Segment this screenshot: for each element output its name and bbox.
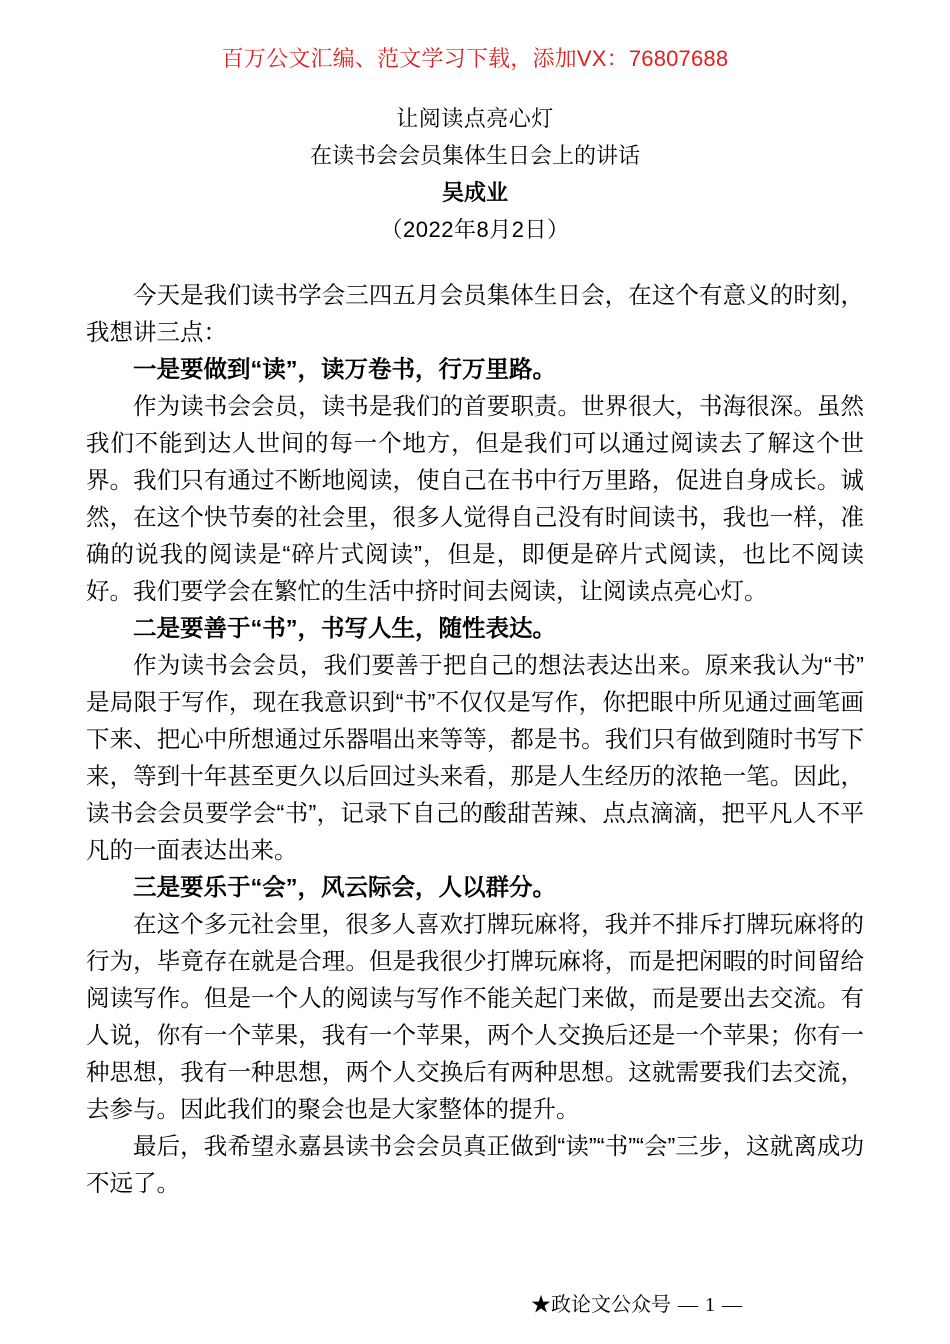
author-name: 吴成业 (441, 180, 508, 205)
document-body (86, 277, 864, 1202)
section-heading-3: 三是要乐于“会”，风云际会，人以群分。 (133, 874, 556, 900)
title-block (0, 100, 950, 248)
section-paragraph-3: 在这个多元社会里，很多人喜欢打牌玩麻将，我并不排斥打牌玩麻将的行为，毕竟存在就是合理。但是我很少打牌玩麻将，而是把闲暇的时间留给阅读写作。但是一个人的阅读与写作不能关起门来做，而是要出去交流。有人说，你有一个苹果，我有一个苹果，两个人交换后还是一个苹果；你有一种思想，我有一种思想，两个人交换后有两种思想。这就需要我们去交流，去参与。因此我们的聚会也是大家整体的提升。 (86, 911, 864, 1122)
page-dash-left: — (678, 1294, 698, 1316)
page-footer (0, 1292, 950, 1318)
section-heading-1: 一是要做到“读”，读万卷书，行万里路。 (133, 356, 556, 382)
footer-inner (201, 1292, 749, 1318)
section-paragraph-1: 作为读书会会员，读书是我们的首要职责。世界很大，书海很深。虽然我们不能到达人世间的每一个地方，但是我们可以通过阅读去了解这个世界。我们只有通过不断地阅读，使自己在书中行万里路，促进自身成长。诚然，在这个快节奏的社会里，很多人觉得自己没有时间读书，我也一样，准确的说我的阅读是“碎片式阅读”，但是，即便是碎片式阅读，也比不阅读好。我们要学会在繁忙的生活中挤时间去阅读，让阅读点亮心灯。 (86, 393, 864, 604)
page-title: 让阅读点亮心灯 (396, 106, 554, 131)
section-heading-2: 二是要善于“书”，书写人生，随性表达。 (133, 615, 556, 641)
page-number: 1 (705, 1294, 715, 1316)
page-dash-right: — (722, 1294, 742, 1316)
closing-paragraph: 最后，我希望永嘉县读书会会员真正做到“读”“书”“会”三步，这就离成功不远了。 (86, 1133, 864, 1196)
footer-account-name: 政论文公众号 (551, 1294, 671, 1316)
document-subtitle: 在读书会会员集体生日会上的讲话 (309, 143, 640, 168)
document-date: （2022年8月2日） (380, 217, 570, 242)
star-icon: ★ (531, 1294, 551, 1316)
promo-banner: 百万公文汇编、范文学习下载，添加VX：76807688 (221, 46, 729, 71)
intro-paragraph: 今天是我们读书学会三四五月会员集体生日会，在这个有意义的时刻，我想讲三点： (86, 282, 864, 345)
section-paragraph-2: 作为读书会会员，我们要善于把自己的想法表达出来。原来我认为“书”是局限于写作，现在我意识到“书”不仅仅是写作，你把眼中所见通过画笔画下来、把心中所想通过乐器唱出来等等，都是书。我们只有做到随时书写下来，等到十年甚至更久以后回过头来看，那是人生经历的浓艳一笔。因此，读书会会员要学会“书”，记录下自己的酸甜苦辣、点点滴滴，把平凡人不平凡的一面表达出来。 (86, 652, 864, 863)
